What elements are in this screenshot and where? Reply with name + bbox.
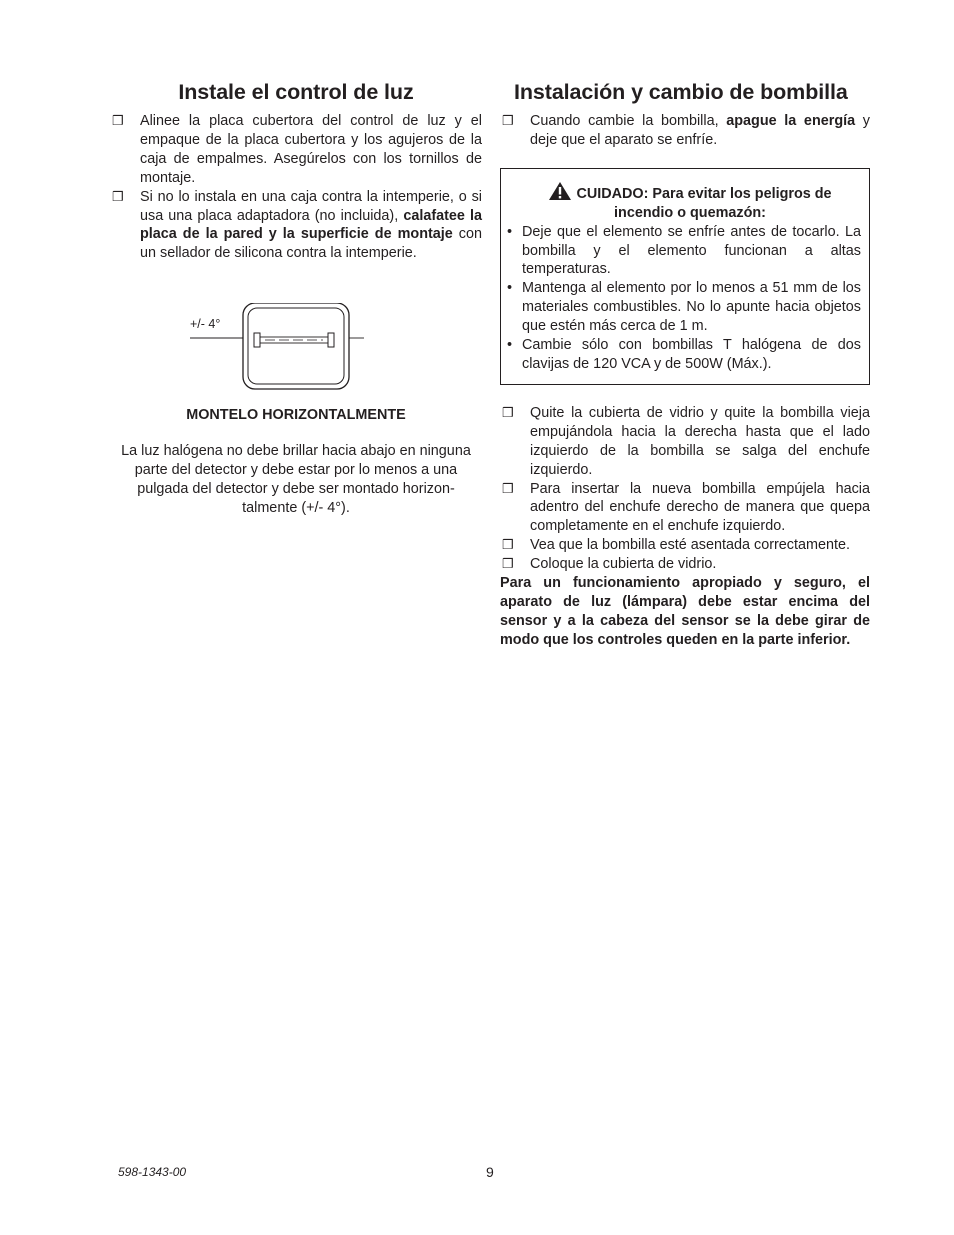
caution-bullet: • Cambie sólo con bombillas T halógena de dos clavijas de 120 VCA y de 500W (Máx.). bbox=[507, 337, 861, 372]
left-column bbox=[110, 78, 482, 518]
checkbox-bullet-icon: ❒ bbox=[112, 113, 124, 128]
checkbox-bullet-icon: ❒ bbox=[502, 480, 514, 496]
document-number: 598-1343-00 bbox=[118, 1165, 187, 1179]
list-item: ❒ Vea que la bombilla esté asentada correctamente. bbox=[502, 537, 850, 554]
checkbox-bullet-icon: ❒ bbox=[502, 537, 514, 553]
section-title-bulb-change: Instalación y cambio de bombilla bbox=[514, 80, 848, 104]
checkbox-bullet-icon: ❒ bbox=[502, 113, 514, 128]
right-column bbox=[500, 78, 870, 650]
caution-box bbox=[500, 168, 870, 385]
caution-title: CUIDADO: Para evitar los peligros de incendio o quemazón: bbox=[507, 181, 861, 223]
list-item: ❒ Si no lo instala en una caja contra la intemperie, o si usa una placa adaptadora (no incluida), calafatee la placa de la pared y la superficie de montaje con un sellador de silicona contra la intemperie. bbox=[112, 188, 482, 262]
closing-note: Para un funcionamiento apropiado y seguro, el aparato de luz (lámpara) debe estar encima del sensor y a la cabeza del sensor se la debe girar de modo que los controles queden en la parte inferior. bbox=[500, 575, 870, 648]
list-item: ❒ Coloque la cubierta de vidrio. bbox=[502, 556, 717, 573]
checkbox-bullet-icon: ❒ bbox=[502, 556, 514, 572]
caution-bullet: • Mantenga al elemento por lo menos a 51 mm de los materiales combustibles. No lo apunte hacia objetos que estén más cerca de 1 m. bbox=[507, 280, 861, 335]
caution-bullet: • Deje que el elemento se enfríe antes de tocarlo. La bombilla y el elemento funcionan a altas temperaturas. bbox=[507, 223, 861, 278]
figure-caption: MONTELO HORIZONTALMENTE bbox=[186, 407, 406, 424]
angle-label: +/- 4° bbox=[190, 317, 221, 332]
page-number: 9 bbox=[486, 1164, 494, 1180]
list-item: ❒ Alinee la placa cubertora del control de luz y el empaque de la placa cubertora y los agujeros de la caja de empalmes. Asegúrelos con los tornillos de montaje. bbox=[112, 113, 482, 186]
list-item: ❒ Quite la cubierta de vidrio y quite la bombilla vieja empujándola hacia la derecha hasta que el lado izquierdo de la bombilla se salga del enchufe izquierdo. bbox=[502, 404, 870, 478]
halogen-note: La luz halógena no debe brillar hacia abajo en ninguna parte del detector y debe estar por lo menos a una pulgada del detector y debe ser montado horizon-talmente (+/- 4°). bbox=[121, 443, 471, 516]
warning-triangle-icon bbox=[548, 181, 572, 201]
list-item: ❒ Cuando cambie la bombilla, apague la energía y deje que el aparato se enfríe. bbox=[502, 113, 870, 148]
lamp-fixture-illustration bbox=[110, 303, 482, 393]
list-item: ❒ Para insertar la nueva bombilla empújela hacia adentro del enchufe derecho de manera que quepa completamente en el enchufe izquierdo. bbox=[502, 480, 870, 535]
checkbox-bullet-icon: ❒ bbox=[502, 404, 514, 420]
checkbox-bullet-icon: ❒ bbox=[112, 188, 124, 204]
section-title-install-control: Instale el control de luz bbox=[178, 80, 414, 104]
horizontal-mounting-diagram bbox=[110, 303, 482, 393]
